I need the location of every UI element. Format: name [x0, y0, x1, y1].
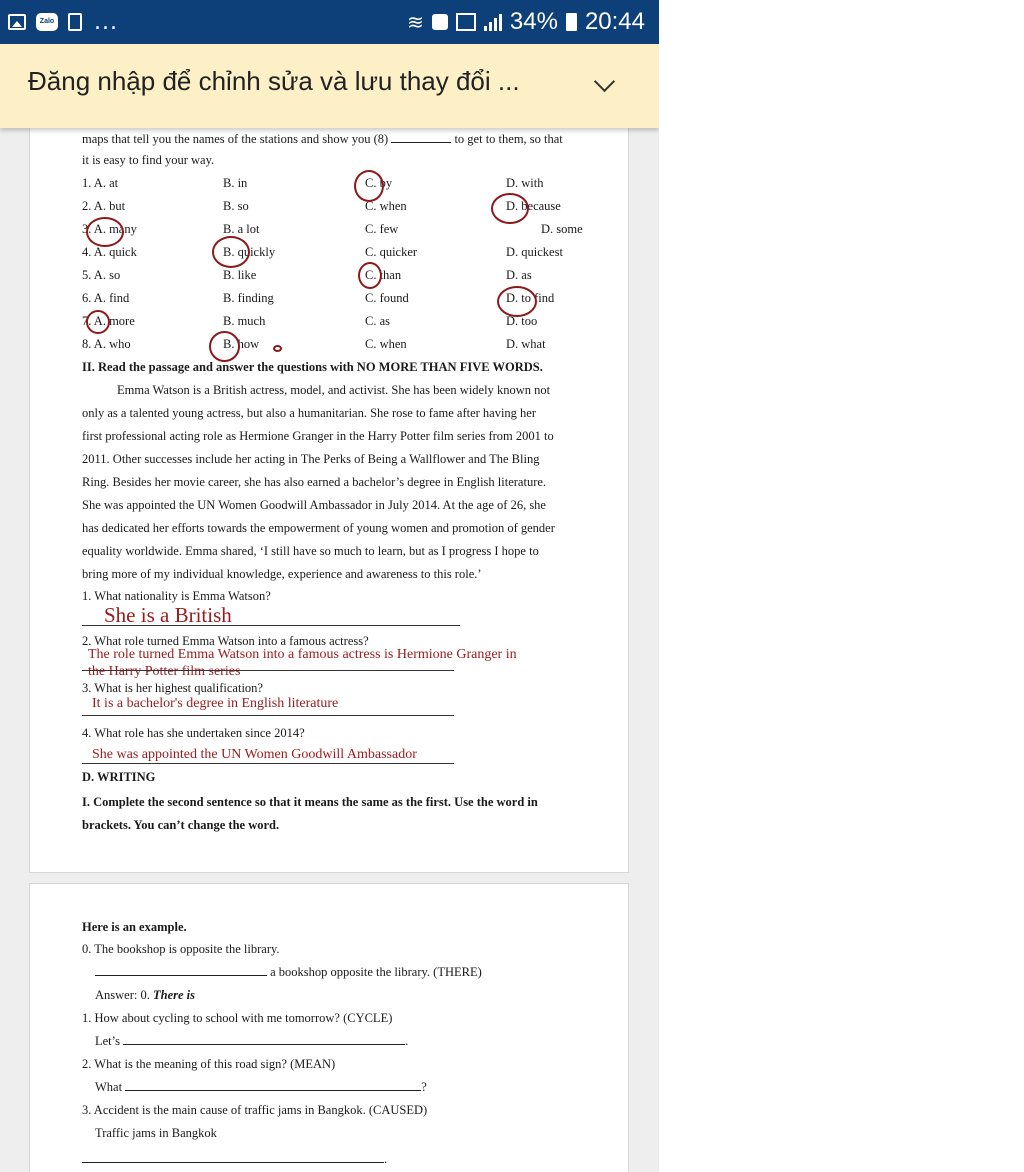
writing-answer-2[interactable]: What ? — [95, 1080, 427, 1094]
option-2c[interactable]: C. when — [365, 199, 407, 213]
option-2d[interactable]: D. because — [506, 199, 561, 213]
option-1c[interactable]: C. by — [365, 176, 393, 190]
download-notification-icon — [68, 13, 82, 31]
option-6a[interactable]: 6. A. find — [82, 291, 130, 305]
answer-circle-7a — [86, 310, 110, 334]
writing-answer-3-start: Traffic jams in Bangkok — [95, 1126, 217, 1140]
writing-answer-3[interactable]: . — [82, 1152, 387, 1167]
writing-answer-1[interactable]: Let’s . — [95, 1034, 409, 1048]
option-1d[interactable]: D. with — [506, 176, 544, 190]
writing-instruction-2: brackets. You can’t change the word. — [82, 818, 280, 832]
option-4c[interactable]: C. quicker — [365, 245, 418, 259]
option-5d[interactable]: D. as — [506, 268, 532, 282]
option-5c[interactable]: C. than — [365, 268, 402, 282]
answer-circle-1c — [354, 170, 384, 202]
writing-question-1: 1. How about cycling to school with me tomorrow? (CYCLE) — [82, 1011, 393, 1025]
answer-1[interactable]: She is a British — [104, 603, 232, 627]
example-sentence: 0. The bookshop is opposite the library. — [82, 942, 280, 956]
cell-signal-icon — [484, 13, 502, 31]
passage-line-2: only as a talented young actress, but also a humanitarian. She rose to fame after having her — [82, 406, 537, 420]
gallery-notification-icon — [8, 14, 26, 30]
option-4b[interactable]: B. quickly — [223, 245, 276, 259]
option-4d[interactable]: D. quickest — [506, 245, 563, 259]
example-answer: Answer: 0. There is — [95, 988, 195, 1002]
answer-4[interactable]: She was appointed the UN Women Goodwill Ambassador — [92, 747, 417, 762]
option-6c[interactable]: C. found — [365, 291, 409, 305]
writing-question-3: 3. Accident is the main cause of traffic jams in Bangkok. (CAUSED) — [82, 1103, 428, 1117]
answer-2-line-2[interactable]: the Harry Potter film series — [88, 664, 241, 679]
question-4: 4. What role has she undertaken since 2014? — [82, 726, 305, 740]
option-2a[interactable]: 2. A. but — [82, 199, 126, 213]
answer-circle-6d — [497, 286, 537, 317]
passage-line-4: 2011. Other successes include her acting in The Perks of Being a Wallflower and The Bling — [82, 452, 540, 466]
example-rewrite: a bookshop opposite the library. (THERE) — [95, 965, 482, 980]
question-3: 3. What is her highest qualification? — [82, 681, 263, 695]
zalo-notification-icon: Zalo — [36, 13, 58, 31]
option-5b[interactable]: B. like — [223, 268, 257, 282]
passage-line-7: has dedicated her efforts towards the empowerment of young women and promotion of gender — [82, 521, 555, 535]
answer-line-4 — [82, 763, 454, 764]
option-7a[interactable]: 7. A. more — [82, 314, 135, 328]
section-d-heading: D. WRITING — [82, 770, 156, 784]
answer-line-3 — [82, 715, 454, 716]
battery-icon — [566, 13, 577, 31]
answer-circle-4b — [212, 236, 250, 268]
answer-circle-3a — [86, 217, 124, 247]
battery-percent: 34% — [509, 8, 558, 35]
option-8c[interactable]: C. when — [365, 337, 407, 351]
answer-line-2 — [82, 670, 454, 671]
answer-circle-2d — [491, 193, 529, 224]
passage-line-1: Emma Watson is a British actress, model, and activist. She has been widely known not — [117, 383, 551, 397]
option-1b[interactable]: B. in — [223, 176, 248, 190]
option-6d[interactable]: D. to find — [506, 291, 555, 305]
option-6b[interactable]: B. finding — [223, 291, 274, 305]
answer-2-line-1[interactable]: The role turned Emma Watson into a famous actress is Hermione Granger in — [88, 647, 517, 662]
option-2b[interactable]: B. so — [223, 199, 249, 213]
wifi-icon: ≋ — [407, 11, 424, 34]
option-1a[interactable]: 1. A. at — [82, 176, 119, 190]
option-7b[interactable]: B. much — [223, 314, 266, 328]
option-5a[interactable]: 5. A. so — [82, 268, 121, 282]
passage-line-5: Ring. Besides her movie career, she has also earned a bachelor’s degree in English literature. — [82, 475, 547, 489]
option-3c[interactable]: C. few — [365, 222, 399, 236]
nfc-icon — [432, 14, 448, 30]
passage-line: maps that tell you the names of the stations and show you (8) to get to them, so that — [82, 132, 563, 146]
option-7d[interactable]: D. too — [506, 314, 538, 328]
question-1: 1. What nationality is Emma Watson? — [82, 589, 271, 603]
example-heading: Here is an example. — [82, 920, 187, 934]
option-3a[interactable]: 3. A. many — [82, 222, 137, 236]
option-8d[interactable]: D. what — [506, 337, 546, 351]
pen-mark — [273, 345, 282, 352]
option-7c[interactable]: C. as — [365, 314, 390, 328]
option-3d[interactable]: D. some — [541, 222, 583, 236]
clock: 20:44 — [584, 8, 645, 35]
more-notifications-indicator: ... — [94, 9, 118, 35]
option-3b[interactable]: B. a lot — [223, 222, 260, 236]
status-bar — [0, 0, 659, 44]
passage-line-9: bring more of my individual knowledge, experience and awareness to this role.’ — [82, 567, 482, 581]
option-8a[interactable]: 8. A. who — [82, 337, 131, 351]
answer-line-1 — [82, 625, 460, 626]
answer-circle-5c — [358, 262, 382, 289]
sign-in-banner[interactable] — [0, 44, 659, 128]
question-2: 2. What role turned Emma Watson into a famous actress? — [82, 634, 369, 648]
sim-signal-icon — [456, 13, 476, 31]
passage-line-6: She was appointed the UN Women Goodwill Ambassador in July 2014. At the age of 26, she — [82, 498, 546, 512]
passage-line-3: first professional acting role as Hermione Granger in the Harry Potter film series from 2001 to — [82, 429, 554, 443]
writing-instruction-1: I. Complete the second sentence so that it means the same as the first. Use the word in — [82, 795, 538, 809]
passage-line-8: equality worldwide. Emma shared, ‘I still have so much to learn, but as I progress I hope to — [82, 544, 539, 558]
option-4a[interactable]: 4. A. quick — [82, 245, 137, 259]
banner-text: Đăng nhập để chỉnh sửa và lưu thay đổi ... — [28, 66, 520, 96]
passage-line: it is easy to find your way. — [82, 153, 215, 167]
section-2-heading: II. Read the passage and answer the questions with NO MORE THAN FIVE WORDS. — [82, 360, 543, 374]
answer-3[interactable]: It is a bachelor's degree in English literature — [92, 696, 339, 711]
answer-circle-8b — [209, 331, 240, 362]
writing-question-2: 2. What is the meaning of this road sign? (MEAN) — [82, 1057, 336, 1071]
option-8b[interactable]: B. how — [223, 337, 260, 351]
